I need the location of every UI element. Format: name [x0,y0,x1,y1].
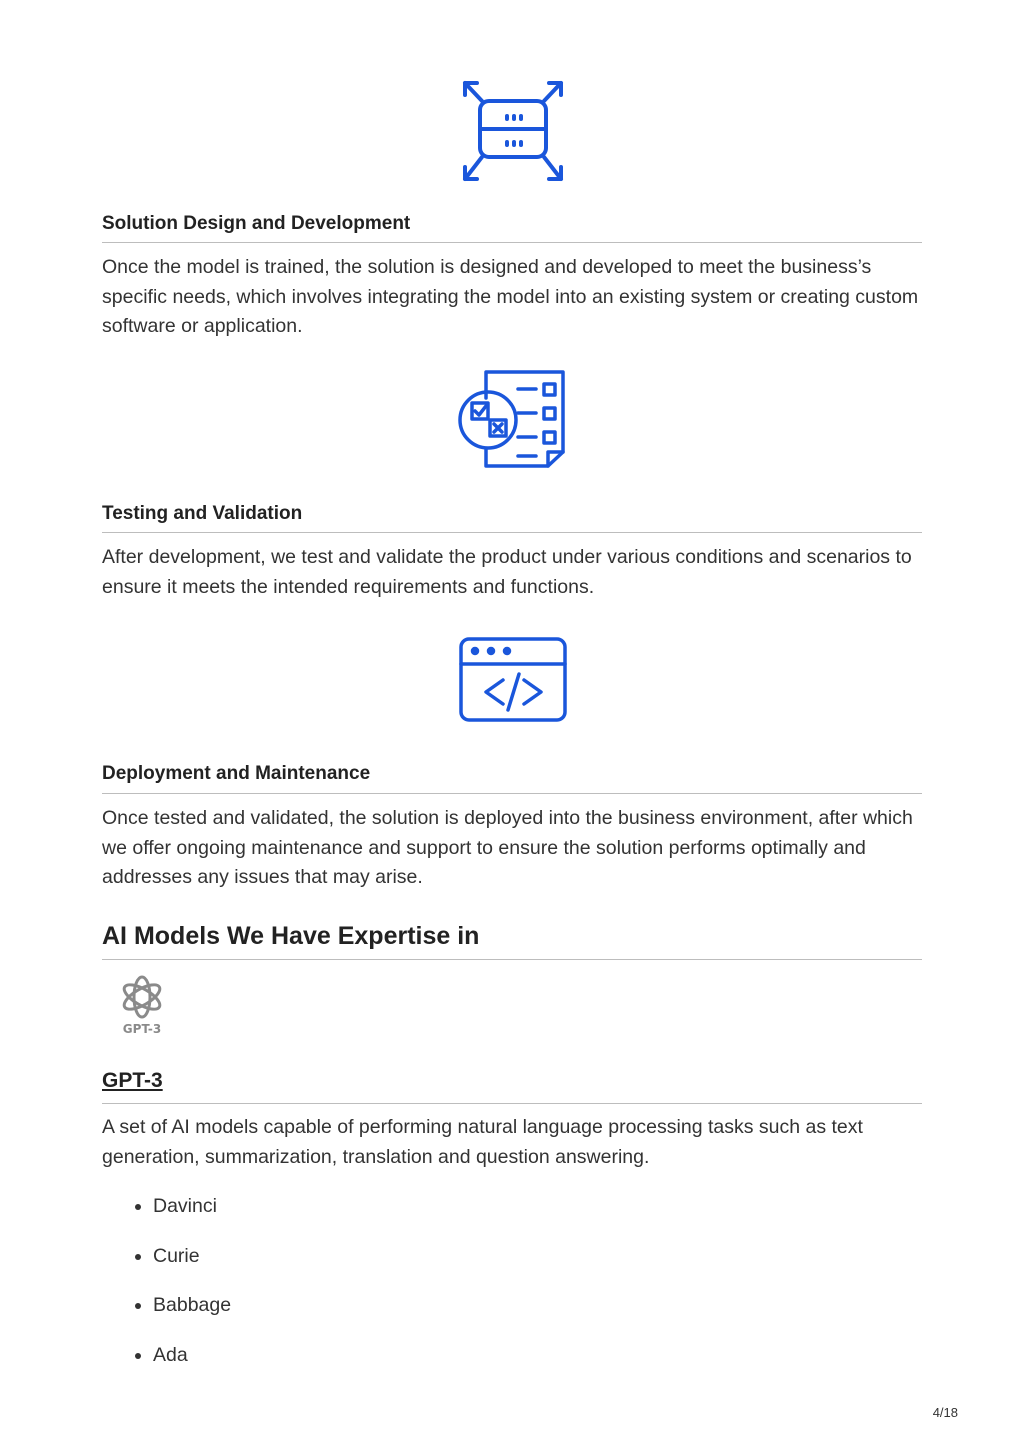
model-divider [102,1103,922,1104]
section-title: Solution Design and Development [102,213,411,234]
section-title: Testing and Validation [102,503,303,524]
gpt3-title-link[interactable]: GPT-3 [102,1069,163,1092]
list-item: Curie [102,1242,231,1292]
models-heading: AI Models We Have Expertise in [102,922,480,950]
list-item: Babbage [102,1291,231,1341]
model-variants-list [102,1192,231,1390]
gpt3-logo-caption: GPT-3 [122,1022,162,1036]
code-window-icon [458,636,568,724]
list-item: Ada [102,1341,231,1391]
gpt3-logo-icon [116,974,168,1036]
section-body: After development, we test and validate the product under various conditions and scenarios to ensure it meets the intended requirements and functions. [102,546,912,598]
list-item: Davinci [102,1192,231,1242]
section-title: Deployment and Maintenance [102,763,371,784]
checklist-document-icon [456,368,568,472]
page-number: 4/18 [932,1405,958,1420]
section-divider [102,242,922,243]
model-description: A set of AI models capable of performing natural language processing tasks such as text generation, summarization, translation and question answering. [102,1116,863,1168]
server-expand-icon [458,76,568,186]
section-body: Once tested and validated, the solution is deployed into the business environment, after which we offer ongoing maintenance and support to ensure the solution performs optimally and addresses any issues that may arise. [102,807,913,888]
section-body: Once the model is trained, the solution is designed and developed to meet the business’s specific needs, which involves integrating the model into an existing system or creating custom software or application. [102,256,919,337]
section-divider [102,793,922,794]
models-heading-divider [102,959,922,960]
section-divider [102,532,922,533]
